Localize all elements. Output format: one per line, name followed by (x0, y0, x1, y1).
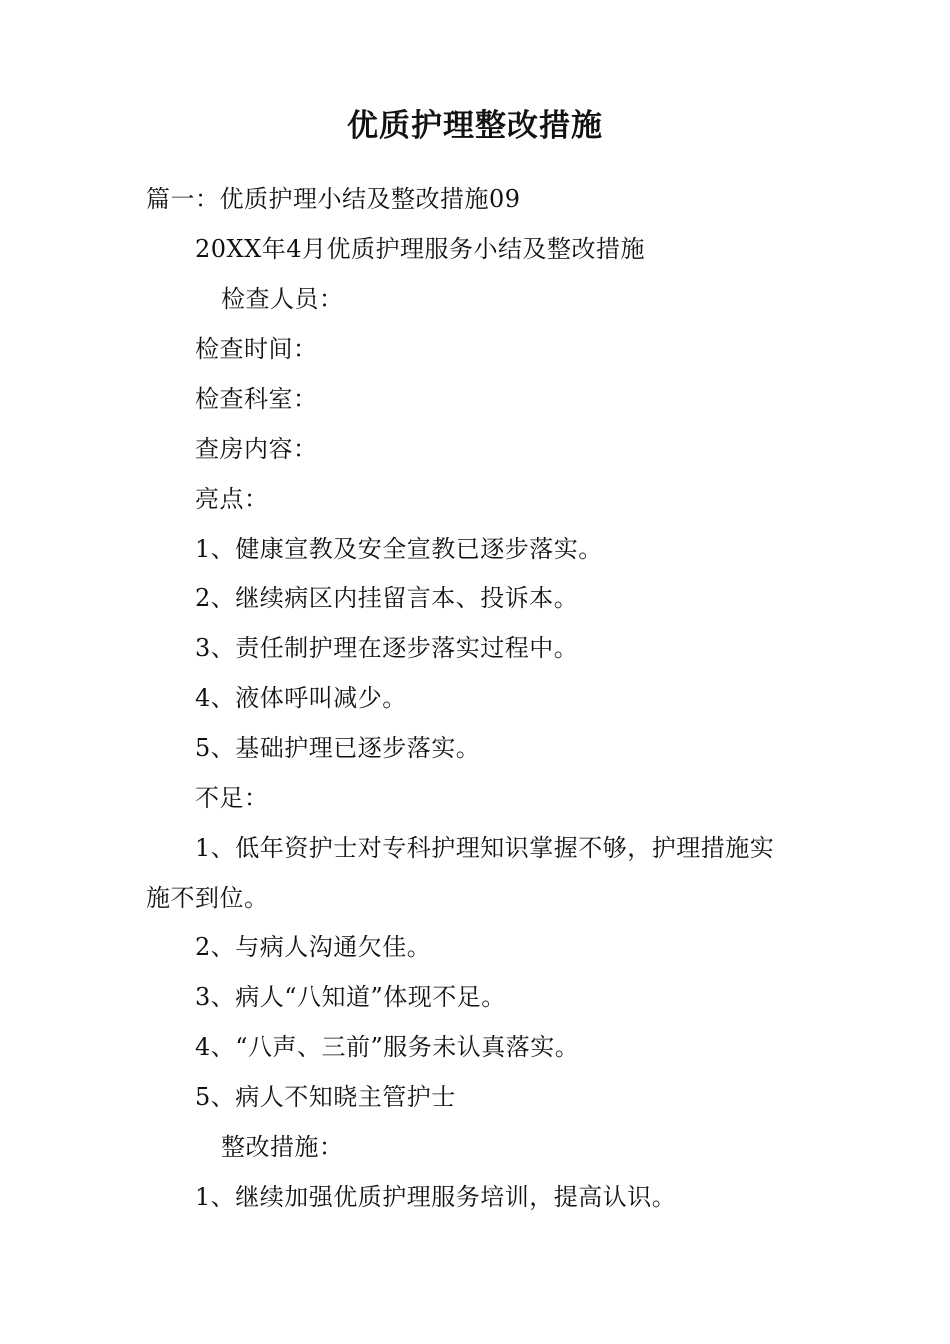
field-department: 检查科室： (195, 385, 318, 413)
document-title: 优质护理整改措施 (347, 108, 603, 144)
highlight-item: 1、健康宣教及安全宣教已逐步落实。 (195, 535, 603, 563)
shortcoming-item: 4、“八声、三前”服务未认真落实。 (195, 1033, 580, 1061)
field-content: 查房内容： (195, 435, 318, 463)
measure-item: 1、继续加强优质护理服务培训，提高认识。 (195, 1183, 677, 1211)
field-inspector: 检查人员： (221, 285, 344, 313)
shortcoming-item-continuation: 施不到位。 (146, 884, 269, 912)
highlight-item: 3、责任制护理在逐步落实过程中。 (195, 634, 579, 662)
section-heading: 篇一：优质护理小结及整改措施09 (146, 185, 521, 213)
shortcoming-item: 1、低年资护士对专科护理知识掌握不够，护理措施实 (195, 834, 775, 862)
shortcoming-item: 2、与病人沟通欠佳。 (195, 933, 432, 961)
highlight-item: 5、基础护理已逐步落实。 (195, 734, 481, 762)
measures-heading: 整改措施： (221, 1133, 344, 1161)
report-title: 20XX年4月优质护理服务小结及整改措施 (195, 235, 645, 263)
shortcomings-heading: 不足： (195, 784, 269, 812)
highlight-item: 2、继续病区内挂留言本、投诉本。 (195, 584, 579, 612)
highlights-heading: 亮点： (195, 485, 269, 513)
highlight-item: 4、液体呼叫减少。 (195, 684, 407, 712)
shortcoming-item: 5、病人不知晓主管护士 (195, 1083, 456, 1111)
shortcoming-item: 3、病人“八知道”体现不足。 (195, 983, 506, 1011)
field-time: 检查时间： (195, 335, 318, 363)
